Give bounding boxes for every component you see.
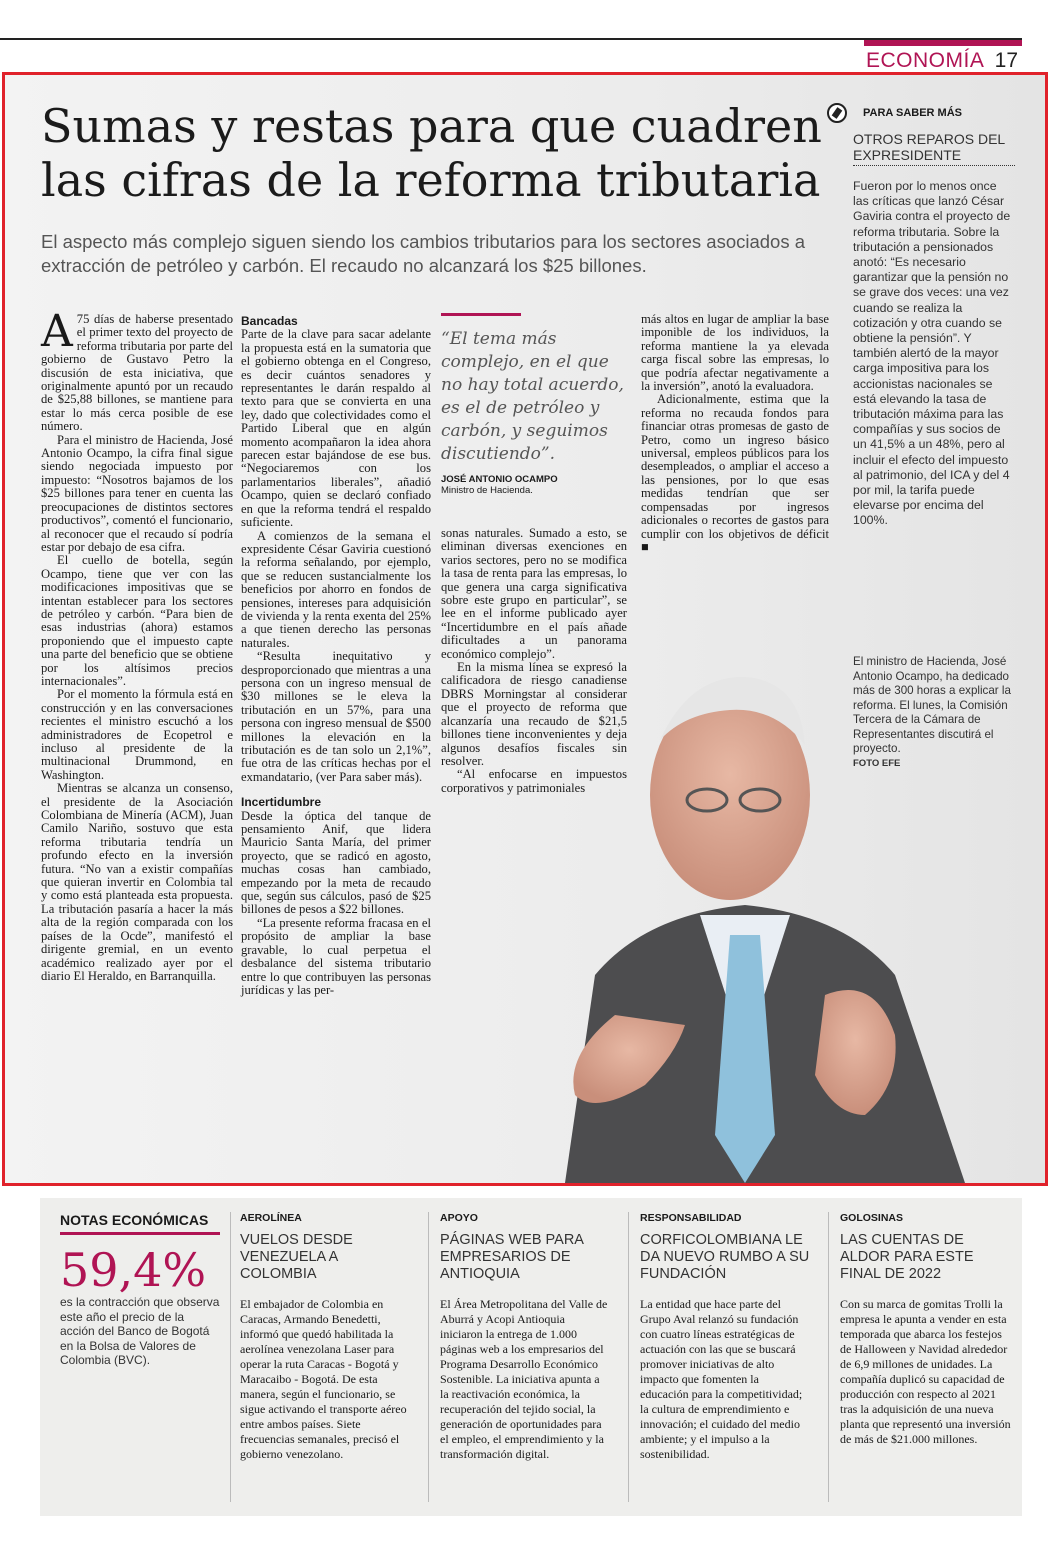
note-kicker: RESPONSABILIDAD: [640, 1212, 742, 1224]
headline: Sumas y restas para que cuadren las cifras de la reforma tributaria: [41, 99, 822, 207]
dropcap: A: [41, 306, 73, 357]
paragraph: Por el momento la fórmula está en construcción y en las conversaciones recientes el ministro escuchó a los administradores de Ecopetrol e incluso al presidente de la multinacional Drummond, en Washington.: [41, 687, 233, 782]
paragraph: Adicionalmente, estima que la reforma no recauda fondos para financiar otras promesas de gasto de Petro, como un ingreso básico universal, empleos públicos para los desempleados, o ampliar el acceso a las pensiones, por lo que esas medidas tendrían que ser compensadas por ingresos adicionales o recortes de gastos para cumplir con los objetivos de déficit ■: [641, 392, 829, 554]
section-label: ECONOMÍA: [866, 49, 985, 72]
paragraph: sonas naturales. Sumado a esto, se eliminan diversas exenciones en varios sectores, pero no se modifica la tasa de renta para las empresas, lo que genera una carga significativa sobre este grupo en particular”, se lee en el informe publicado ayer “Incertidumbre en el país añade dificultades a un panorama económico complejo”.: [441, 526, 627, 661]
paragraph: A 75 días de haberse presentado el primer texto del proyecto de reforma tributaria por parte del gobierno de Gustavo Petro la discusión de esta iniciativa, que originalmente apuntó por un recaudo de $25,88 billones, se mantiene para estar lo más cerca posible de ese número.: [41, 306, 233, 434]
notes-header: NOTAS ECONÓMICAS: [60, 1212, 209, 1228]
paragraph: más altos en lugar de ampliar la base imponible de los individuos, la reforma mantiene la ya elevada carga fiscal sobre las empresas, lo que podría afectar negativamente a la inversión”, anotó la evaluadora.: [641, 312, 829, 394]
note-title: CORFICOLOMBIANA LE DA NUEVO RUMBO A SU FUNDACIÓN: [640, 1232, 810, 1282]
caption-text: El ministro de Hacienda, José Antonio Ocampo, ha dedicado más de 300 horas a explicar la reforma. El lunes, la Comisión Tercera de la Cámara de Representantes discutirá el proyecto.: [853, 655, 1011, 755]
note-body: El Área Metropolitana del Valle de Aburrá y Acopi Antioquia iniciaron la entrega de 1.000 páginas web a los empresarios del Programa Desarrollo Económico Sostenible. La iniciativa apunta a la reactivación económica, la recuperación del tejido social, la generación de oportunidades para el empleo, el emprendimiento y la transformación digital.: [440, 1297, 608, 1461]
paragraph: Parte de la clave para sacar adelante la propuesta está en la sumatoria que el gobierno obtenga en el Congreso, es decir cuántos senadores y representantes le darán respaldo al texto para que se convierta en una ley, dado que colectividades como el Partido Liberal que en algún momento acompañaron la idea ahora parecen estar bajándose de ese bus. “Negociaremos con los parlamentarios liberales”, añadió Ocampo, quien se declaró confiado en que la reforma tendrá el respaldo suficiente.: [241, 327, 431, 530]
photo-caption: [853, 655, 1013, 771]
divider: [428, 1212, 429, 1502]
subhead: Bancadas: [241, 314, 298, 328]
big-number: 59,4%: [60, 1243, 207, 1297]
note-body: Con su marca de gomitas Trolli la empresa le apunta a vender en esta temporada que abarca los festejos de Halloween y Navidad alrededor de 6,9 millones de unidades. La compañía duplicó su capacidad de producción con respecto al 2021 tras la adquisición de una nueva planta que representó una inversión de más de $21.000 millones.: [840, 1297, 1011, 1446]
section-tag: [864, 40, 1022, 70]
paragraph: “La presente reforma fracasa en el propósito de ampliar la base gravable, lo cual perpetua el desbalance del sistema tributario entre lo que contribuyen las personas jurídicas y las per-: [241, 915, 431, 997]
divider: [230, 1212, 231, 1502]
paragraph: Para el ministro de Hacienda, José Antonio Ocampo, la cifra final sigue siendo negociada impuesto por impuesto: “Nosotros bajamos de los $25 billones para tener en cuenta las preocupaciones de distintos sectores productivos”, comentó el funcionario, al reconocer que el recaudo sí podría estar por debajo de esa cifra.: [41, 432, 233, 554]
section-bar: [864, 40, 1022, 46]
paragraph: “Al enfocarse en impuestos corporativos y patrimoniales: [441, 767, 627, 795]
column-4: [641, 313, 829, 554]
divider: [828, 1212, 829, 1502]
subhead: Incertidumbre: [241, 795, 322, 810]
pin-icon: [827, 103, 847, 123]
note-title: PÁGINAS WEB PARA EMPRESARIOS DE ANTIOQUIA: [440, 1232, 584, 1282]
sidebar-kicker: PARA SABER MÁS: [863, 107, 963, 119]
quote-bar: [441, 313, 521, 316]
column-2: [241, 313, 431, 997]
note-title: LAS CUENTAS DE ALDOR PARA ESTE FINAL DE 2022: [840, 1232, 974, 1282]
pull-quote: [441, 313, 627, 496]
deck: El aspecto más complejo siguen siendo los cambios tributarios para los sectores asociados a extracción de petróleo y carbón. El recaudo no alcanzará los $25 billones.: [41, 231, 806, 276]
article-frame: [2, 72, 1048, 1186]
quote-role: Ministro de Hacienda.: [441, 485, 533, 496]
big-number-text: es la contracción que observa este año el precio de la acción del Banco de Bogotá en la Bolsa de Valores de Colombia (BVC).: [60, 1295, 220, 1367]
paragraph: “Resulta inequitativo y desproporcionado que mientras a una persona con un ingreso mensual de $30 millones se le eleva la tributación en un 57%, para una persona con ingreso mensual de $500 millones la elevación en la tributación es de tan solo un 2,1%”, fue otra de las críticas hechas por el exmandatario, (ver Para saber más).: [241, 649, 431, 784]
photo-credit: FOTO EFE: [853, 757, 901, 769]
divider: [628, 1212, 629, 1502]
note-body: El embajador de Colombia en Caracas, Armando Benedetti, informó que quedó habilitada la aerolínea venezolana Laser para operar la ruta Caracas - Bogotá y Maracaibo - Bogotá. De esta manera, según el funcionario, se sigue activando el transporte aéreo entre ambos países. Siete frecuencias semanales, precisó el gobierno venezolano.: [240, 1297, 407, 1461]
note-title: VUELOS DESDE VENEZUELA A COLOMBIA: [240, 1232, 353, 1282]
note-apoyo: [440, 1198, 610, 1462]
sidebar-body: Fueron por lo menos once las críticas que lanzó César Gaviria contra el proyecto de reforma tributaria. Sobre la tributación a pensionados anotó: “Es necesario garantizar que la pensión no se grave dos veces: una vez cuando se realiza la cotización y otra cuando se obtiene la pensión”. Y también alertó de la mayor carga impositiva para los accionistas nacionales se está elevando la tasa de tributación máxima para las compañías y sus socios de un 41,5% a un 48%, pero al incluir el efecto del impuesto al patrimonio, del ICA y del 4 por mil, la tarifa puede elevarse por encima del 100%.: [853, 179, 1011, 528]
note-kicker: APOYO: [440, 1212, 478, 1224]
note-aerolinea: [240, 1198, 410, 1462]
note-body: La entidad que hace parte del Grupo Aval relanzó su fundación con cuatro líneas estratégicas de actuación con las que se buscará promover iniciativas de alto impacto que fomenten la educación para la competitividad; la cultura de emprendimiento e innovación; el cuidado del medio ambiente; y el impulso a la sostenibilidad.: [640, 1297, 803, 1461]
sidebar-title: OTROS REPAROS DEL EXPRESIDENTE: [853, 131, 1015, 166]
notas-economicas: [40, 1198, 1022, 1516]
paragraph: El cuello de botella, según Ocampo, tiene que ver con las modificaciones impositivas que se intentan establecer para los sectores de petróleo y carbón. “Para bien de esas industrias (ahora) estamos proponiendo que el impuesto capte una parte del beneficio que se obtiene por los altísimos precios internacionales”.: [41, 553, 233, 688]
column-1: [41, 306, 233, 983]
paragraph: Mientras se alcanza un consenso, el presidente de la Asociación Colombiana de Minería (ACM), Juan Camilo Nariño, sostuvo que esta reforma tributaria tendría un profundo efecto en la inversión futura. “No van a existir compañías que quieran invertir en Colombia tal y como está planteada esta propuesta. La tributación pasaría a hacer la más alta de la región comparada con los países de la Ocde”, manifestó el dirigente gremial, en un evento académico realizado ayer por el diario El Heraldo, en Barranquilla.: [41, 781, 233, 983]
note-kicker: AEROLÍNEA: [240, 1212, 302, 1224]
quote-text: “El tema más complejo, en el que no hay total acuerdo, es el de petróleo y carbón, y seguimos discutiendo”.: [441, 329, 624, 464]
paragraph: En la misma línea se expresó la calificadora de riesgo canadiense DBRS Morningstar al considerar que el proyecto de reforma que alcanzaría una recaudo de $21,5 billones tiene inconvenientes y deja algunos desafíos fiscales sin resolver.: [441, 660, 627, 768]
quote-author: JOSÉ ANTONIO OCAMPO: [441, 474, 558, 485]
note-kicker: GOLOSINAS: [840, 1212, 904, 1224]
paragraph: A comienzos de la semana el expresidente César Gaviria cuestionó la reforma señalando, por ejemplo, que se reducen sustancialmente los beneficios por ahorro en fondos de pensiones, intereses para adquisición de vivienda y la renta exenta del 25% a que tienen derecho las personas naturales.: [241, 528, 431, 650]
note-golosinas: [840, 1198, 1012, 1447]
paragraph: Desde la óptica del tanque de pensamiento Anif, que lidera Mauricio Santa María, del primer proyecto, que se radicó en agosto, muchas cosas han cambiado, empezando por la meta de recaudo que, según sus cálculos, pasó de $25 billones de pesos a $22 billones.: [241, 808, 431, 917]
notes-intro: [60, 1198, 222, 1368]
notes-header-bar: [60, 1232, 220, 1235]
note-responsabilidad: [640, 1198, 810, 1462]
page-number: 17: [994, 49, 1018, 72]
